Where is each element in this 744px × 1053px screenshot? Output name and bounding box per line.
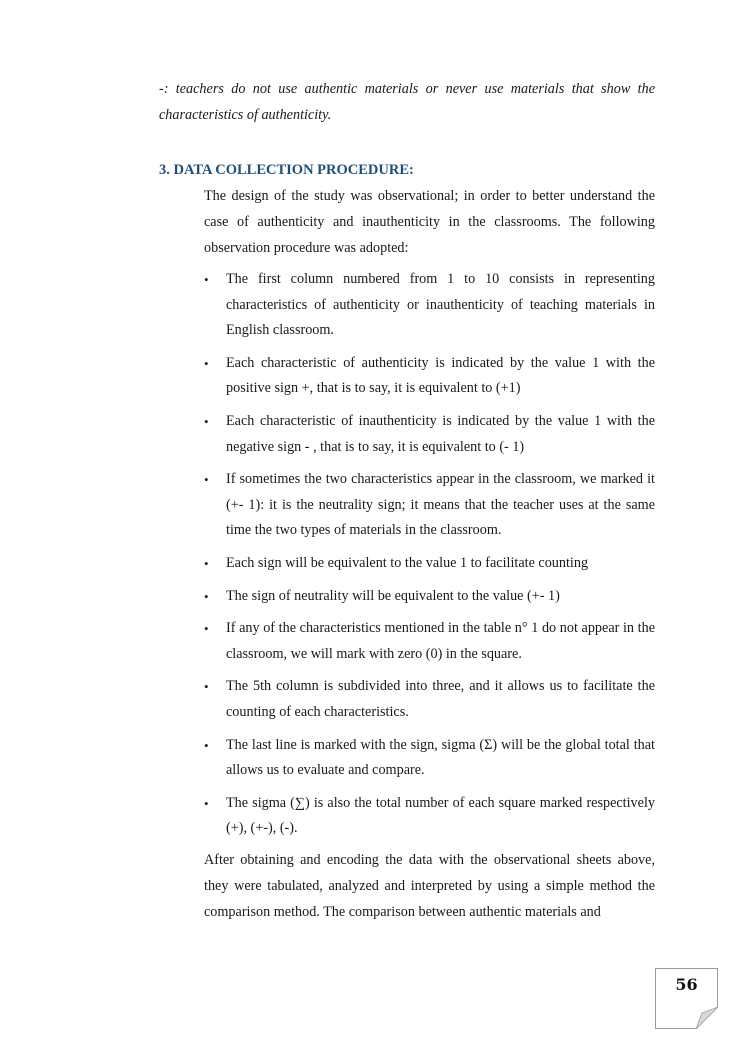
bullet-icon: • [204, 795, 209, 811]
intro-paragraph: -: teachers do not use authentic materials or never use materials that show the characteristics of authenticity. [159, 81, 655, 123]
list-item-text: Each characteristic of authenticity is indicated by the value 1 with the positive sign +, that is to say, it is equivalent to (+1) [226, 354, 655, 397]
list-item-text: The sigma (∑) is also the total number of each square marked respectively (+), (+-), (-). [226, 794, 655, 837]
page-number: 56 [675, 975, 698, 994]
bullet-icon: • [204, 555, 209, 571]
list-item [204, 551, 655, 577]
list-item-text: The 5th column is subdivided into three, and it allows us to facilitate the counting of each characteristics. [226, 678, 655, 720]
bullet-icon: • [204, 621, 209, 637]
section-heading: 3. DATA COLLECTION PROCEDURE: [159, 162, 414, 178]
list-item [204, 674, 655, 725]
bullet-icon: • [204, 355, 209, 371]
list-item [204, 791, 655, 842]
list-item [204, 467, 655, 544]
list-item-text: If any of the characteristics mentioned in the table n° 1 do not appear in the classroom, we will mark with zero (0) in the square. [226, 620, 655, 662]
list-item [204, 351, 655, 402]
page-number-box [655, 968, 718, 1029]
bullet-icon: • [204, 588, 209, 604]
list-item [204, 267, 655, 344]
page-curl-icon [696, 1007, 718, 1029]
procedure-bullet-list [204, 267, 655, 849]
bullet-icon: • [204, 272, 209, 287]
procedure-intro-paragraph: The design of the study was observational; in order to better understand the case of authenticity and inauthenticity in the classrooms. The following observation procedure was adopted: [204, 188, 655, 256]
list-item [204, 584, 655, 610]
list-item [204, 409, 655, 460]
bullet-icon: • [204, 472, 209, 488]
bullet-icon: • [204, 737, 209, 753]
list-item-text: Each sign will be equivalent to the value 1 to facilitate counting [226, 554, 589, 571]
list-item-text: The first column numbered from 1 to 10 consists in representing characteristics of authenticity or inauthenticity of teaching materials in English classroom. [226, 271, 655, 339]
procedure-closing-paragraph: After obtaining and encoding the data with the observational sheets above, they were tabulated, analyzed and interpreted by using a simple method the comparison method. The comparison between authentic materials and [204, 852, 655, 920]
list-item-text: The last line is marked with the sign, sigma (Σ) will be the global total that allows us to evaluate and compare. [226, 736, 655, 779]
list-item-text: If sometimes the two characteristics appear in the classroom, we marked it (+- 1): it is the neutrality sign; it means that the teacher uses at the same time the two types of materials in the classroom. [226, 471, 655, 539]
list-item-text: Each characteristic of inauthenticity is indicated by the value 1 with the negative sign - , that is to say, it is equivalent to (- 1) [226, 412, 655, 455]
bullet-icon: • [204, 413, 209, 429]
list-item [204, 616, 655, 667]
list-item [204, 733, 655, 784]
bullet-icon: • [204, 679, 209, 695]
list-item-text: The sign of neutrality will be equivalent to the value (+- 1) [226, 587, 560, 604]
